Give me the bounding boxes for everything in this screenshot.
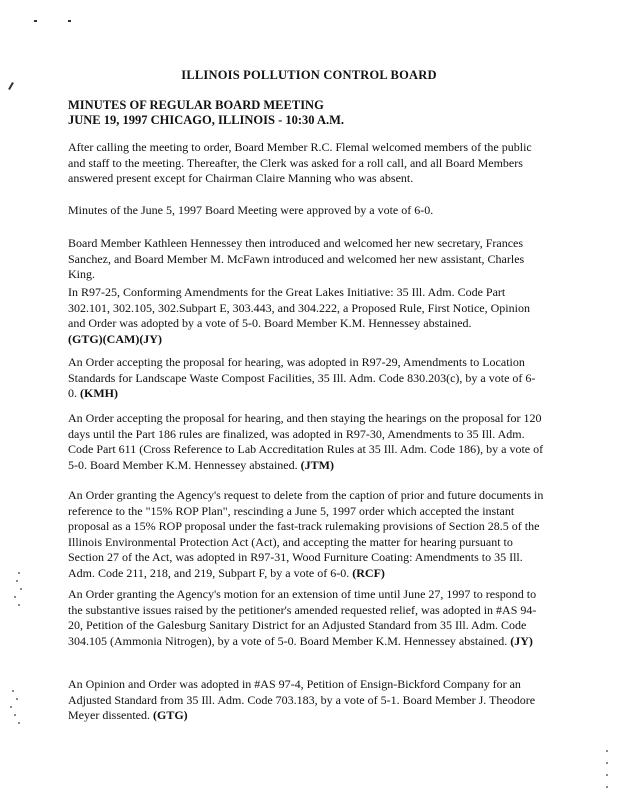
scan-mark — [34, 20, 37, 22]
paragraph-r97-25: In R97-25, Conforming Amendments for the Great Lakes Initiative: 35 Ill. Adm. Code Part 302.101, 302.105, 302.Subpart E, 303.443, and 304.222, a Proposed Rule, First Notice, Opinion and Order was adopted by a vote of 5-0. Board Member K.M. Hennessey abstained. (GTG)(CAM)(JY) — [68, 285, 530, 346]
staff-tag: (KMH) — [80, 386, 118, 400]
scan-speck — [14, 714, 16, 716]
scan-speck — [18, 572, 20, 574]
scan-speck — [14, 596, 16, 598]
paragraph-r97-29: An Order accepting the proposal for hearing, was adopted in R97-29, Amendments to Location Standards for Landscape Waste Compost Facilities, 35 Ill. Adm. Code 830.203(c), by a vote of 6-0. (KMH) — [68, 355, 536, 400]
scan-speck — [606, 762, 608, 764]
paragraph-minutes-approval: Minutes of the June 5, 1997 Board Meeting were approved by a vote of 6-0. — [68, 203, 434, 217]
paragraph-r97-30: An Order accepting the proposal for hearing, and then staying the hearings on the proposal for 120 days until the Part 186 rules are finalized, was adopted in R97-30, Amendments to 35 Ill. Adm. Code Part 611 (Cross Reference to Lab Accreditation Rules at 35 Ill. Adm. Code 186), by a vote of 5-0. Board Member K.M. Hennessey abstained. (JTM) — [68, 411, 544, 472]
scan-speck — [10, 706, 12, 708]
scan-speck — [18, 604, 20, 606]
scan-speck — [606, 750, 608, 752]
meeting-date-heading: JUNE 19, 1997 CHICAGO, ILLINOIS - 10:30 A.M. — [68, 113, 345, 127]
paragraph-r97-31: An Order granting the Agency's request to delete from the caption of prior and future documents in reference to the "15% ROP Plan", rescinding a June 5, 1997 order which accepted the instant proposal as a 15% ROP proposal under the fast-track rulemaking provisions of Section 28.5 of the Illinois Environmental Protection Act (Act), and accepting the matter for hearing pursuant to Section 27 of the Act, was adopted in R97-31, Wood Furniture Coating: Amendments to 35 Ill. Adm. Code 211, 218, and 219, Subpart F, by a vote of 6-0. (RCF) — [68, 488, 544, 580]
paragraph-as-97-4: An Opinion and Order was adopted in #AS 97-4, Petition of Ensign-Bickford Company for an Adjusted Standard from 35 Ill. Adm. Code 703.183, by a vote of 5-1. Board Member J. Theodore Meyer dissented. (GTG) — [68, 677, 536, 722]
paragraph-introductions: Board Member Kathleen Hennessey then introduced and welcomed her new secretary, Frances Sanchez, and Board Member M. McFawn introduced and welcomed her new assistant, Charles King. — [68, 236, 525, 281]
scan-speck — [12, 690, 14, 692]
staff-tag: (JY) — [510, 633, 533, 648]
scan-speck — [16, 580, 18, 582]
staff-tag: (GTG) — [152, 708, 188, 722]
scan-mark — [8, 82, 14, 90]
scan-speck — [606, 774, 608, 776]
staff-tag: (JTM) — [300, 457, 334, 472]
staff-tag: (RCF) — [352, 565, 385, 580]
scan-speck — [16, 698, 18, 700]
paragraph-as-94-20: An Order granting the Agency's motion for an extension of time until June 27, 1997 to respond to the substantive issues raised by the petitioner's amended requested relief, was adopted in #AS 94-20, Petition of the Galesburg Sanitary District for an Adjusted Standard from 35 Ill. Adm. Code 304.105 (Ammonia Nitrogen), by a vote of 5-0. Board Member K.M. Hennessey abstained. (JY) — [68, 587, 537, 648]
staff-tag: (GTG)(CAM)(JY) — [68, 331, 162, 346]
scan-mark — [68, 20, 71, 22]
scan-speck — [18, 722, 20, 724]
document-title: ILLINOIS POLLUTION CONTROL BOARD — [181, 68, 437, 82]
scan-speck — [20, 588, 22, 590]
paragraph-opening: After calling the meeting to order, Board Member R.C. Flemal welcomed members of the public and staff to the meeting. Thereafter, the Clerk was asked for a roll call, and all Board Members answered present except for Chairman Claire Manning who was absent. — [68, 140, 532, 185]
minutes-heading: MINUTES OF REGULAR BOARD MEETING — [68, 98, 324, 112]
scan-speck — [606, 786, 608, 788]
